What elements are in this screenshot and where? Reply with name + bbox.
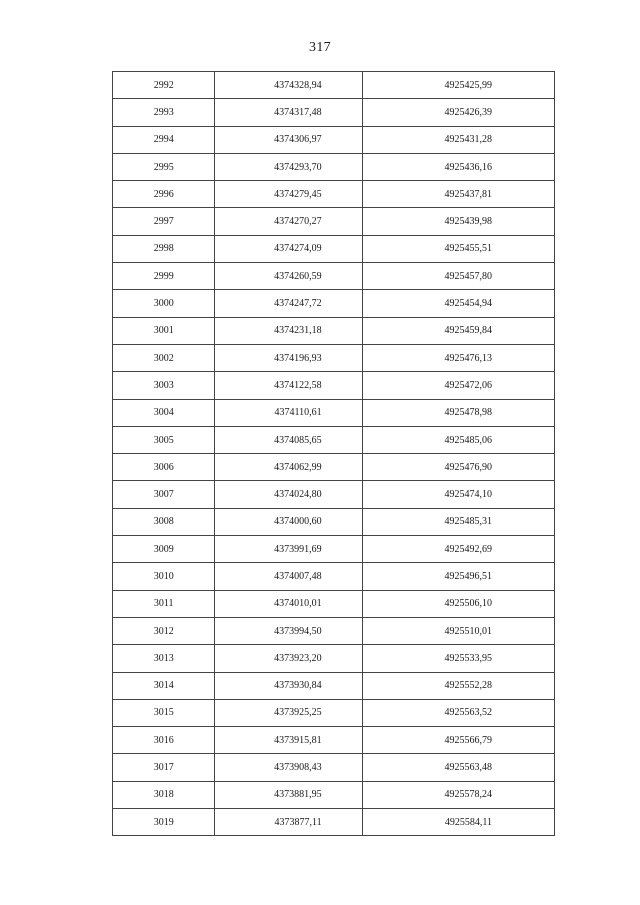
table-row — [113, 508, 555, 535]
point-number-cell: 3010 — [113, 563, 215, 590]
x-coordinate-cell: 4374000,60 — [215, 508, 362, 535]
y-coordinate-cell: 4925457,80 — [362, 263, 554, 290]
y-coordinate-cell: 4925506,10 — [362, 590, 554, 617]
point-number-cell: 3008 — [113, 508, 215, 535]
point-number-cell: 3003 — [113, 372, 215, 399]
y-coordinate-cell: 4925510,01 — [362, 617, 554, 644]
y-coordinate-cell: 4925459,84 — [362, 317, 554, 344]
y-coordinate-cell: 4925566,79 — [362, 727, 554, 754]
x-coordinate-cell: 4374306,97 — [215, 126, 362, 153]
table-row — [113, 153, 555, 180]
point-number-cell: 2997 — [113, 208, 215, 235]
table-row — [113, 399, 555, 426]
x-coordinate-cell: 4373915,81 — [215, 727, 362, 754]
page-number: 317 — [309, 40, 331, 55]
table-row — [113, 454, 555, 481]
table-row — [113, 809, 555, 836]
table-row — [113, 372, 555, 399]
table-row — [113, 590, 555, 617]
table-row — [113, 235, 555, 262]
point-number-cell: 2996 — [113, 181, 215, 208]
x-coordinate-cell: 4374328,94 — [215, 72, 362, 99]
table-row — [113, 672, 555, 699]
table-row — [113, 208, 555, 235]
y-coordinate-cell: 4925426,39 — [362, 99, 554, 126]
x-coordinate-cell: 4373908,43 — [215, 754, 362, 781]
table-row — [113, 126, 555, 153]
x-coordinate-cell: 4374024,80 — [215, 481, 362, 508]
table-row — [113, 617, 555, 644]
table-row — [113, 536, 555, 563]
x-coordinate-cell: 4374062,99 — [215, 454, 362, 481]
point-number-cell: 3015 — [113, 699, 215, 726]
table-row — [113, 263, 555, 290]
point-number-cell: 3000 — [113, 290, 215, 317]
x-coordinate-cell: 4374007,48 — [215, 563, 362, 590]
table-row — [113, 781, 555, 808]
x-coordinate-cell: 4374231,18 — [215, 317, 362, 344]
x-coordinate-cell: 4373925,25 — [215, 699, 362, 726]
point-number-cell: 3007 — [113, 481, 215, 508]
table-row — [113, 99, 555, 126]
x-coordinate-cell: 4374010,01 — [215, 590, 362, 617]
y-coordinate-cell: 4925478,98 — [362, 399, 554, 426]
table-row — [113, 699, 555, 726]
point-number-cell: 2999 — [113, 263, 215, 290]
y-coordinate-cell: 4925563,48 — [362, 754, 554, 781]
y-coordinate-cell: 4925472,06 — [362, 372, 554, 399]
y-coordinate-cell: 4925437,81 — [362, 181, 554, 208]
point-number-cell: 2993 — [113, 99, 215, 126]
point-number-cell: 3006 — [113, 454, 215, 481]
point-number-cell: 2998 — [113, 235, 215, 262]
y-coordinate-cell: 4925476,90 — [362, 454, 554, 481]
table-row — [113, 563, 555, 590]
table-row — [113, 645, 555, 672]
y-coordinate-cell: 4925552,28 — [362, 672, 554, 699]
x-coordinate-cell: 4374260,59 — [215, 263, 362, 290]
y-coordinate-cell: 4925436,16 — [362, 153, 554, 180]
point-number-cell: 3012 — [113, 617, 215, 644]
y-coordinate-cell: 4925425,99 — [362, 72, 554, 99]
x-coordinate-cell: 4374270,27 — [215, 208, 362, 235]
y-coordinate-cell: 4925578,24 — [362, 781, 554, 808]
point-number-cell: 3017 — [113, 754, 215, 781]
y-coordinate-cell: 4925439,98 — [362, 208, 554, 235]
table-row — [113, 317, 555, 344]
point-number-cell: 3019 — [113, 809, 215, 836]
y-coordinate-cell: 4925485,31 — [362, 508, 554, 535]
x-coordinate-cell: 4374085,65 — [215, 426, 362, 453]
y-coordinate-cell: 4925492,69 — [362, 536, 554, 563]
y-coordinate-cell: 4925476,13 — [362, 344, 554, 371]
table-row — [113, 344, 555, 371]
y-coordinate-cell: 4925431,28 — [362, 126, 554, 153]
point-number-cell: 3011 — [113, 590, 215, 617]
y-coordinate-cell: 4925454,94 — [362, 290, 554, 317]
coordinates-table — [112, 71, 555, 836]
point-number-cell: 3013 — [113, 645, 215, 672]
x-coordinate-cell: 4373994,50 — [215, 617, 362, 644]
x-coordinate-cell: 4374196,93 — [215, 344, 362, 371]
table-row — [113, 727, 555, 754]
y-coordinate-cell: 4925455,51 — [362, 235, 554, 262]
table-row — [113, 72, 555, 99]
point-number-cell: 3016 — [113, 727, 215, 754]
point-number-cell: 3009 — [113, 536, 215, 563]
coordinates-table-body — [113, 72, 555, 836]
x-coordinate-cell: 4373991,69 — [215, 536, 362, 563]
table-row — [113, 481, 555, 508]
y-coordinate-cell: 4925485,06 — [362, 426, 554, 453]
table-row — [113, 290, 555, 317]
point-number-cell: 2992 — [113, 72, 215, 99]
y-coordinate-cell: 4925563,52 — [362, 699, 554, 726]
x-coordinate-cell: 4374122,58 — [215, 372, 362, 399]
y-coordinate-cell: 4925496,51 — [362, 563, 554, 590]
x-coordinate-cell: 4374293,70 — [215, 153, 362, 180]
x-coordinate-cell: 4373923,20 — [215, 645, 362, 672]
x-coordinate-cell: 4374110,61 — [215, 399, 362, 426]
y-coordinate-cell: 4925474,10 — [362, 481, 554, 508]
point-number-cell: 3018 — [113, 781, 215, 808]
table-row — [113, 426, 555, 453]
x-coordinate-cell: 4374317,48 — [215, 99, 362, 126]
x-coordinate-cell: 4374274,09 — [215, 235, 362, 262]
point-number-cell: 3002 — [113, 344, 215, 371]
point-number-cell: 2994 — [113, 126, 215, 153]
point-number-cell: 3004 — [113, 399, 215, 426]
x-coordinate-cell: 4373930,84 — [215, 672, 362, 699]
x-coordinate-cell: 4374247,72 — [215, 290, 362, 317]
table-row — [113, 754, 555, 781]
x-coordinate-cell: 4373877,11 — [215, 809, 362, 836]
x-coordinate-cell: 4374279,45 — [215, 181, 362, 208]
y-coordinate-cell: 4925584,11 — [362, 809, 554, 836]
point-number-cell: 3001 — [113, 317, 215, 344]
table-row — [113, 181, 555, 208]
point-number-cell: 3014 — [113, 672, 215, 699]
x-coordinate-cell: 4373881,95 — [215, 781, 362, 808]
point-number-cell: 2995 — [113, 153, 215, 180]
y-coordinate-cell: 4925533,95 — [362, 645, 554, 672]
point-number-cell: 3005 — [113, 426, 215, 453]
